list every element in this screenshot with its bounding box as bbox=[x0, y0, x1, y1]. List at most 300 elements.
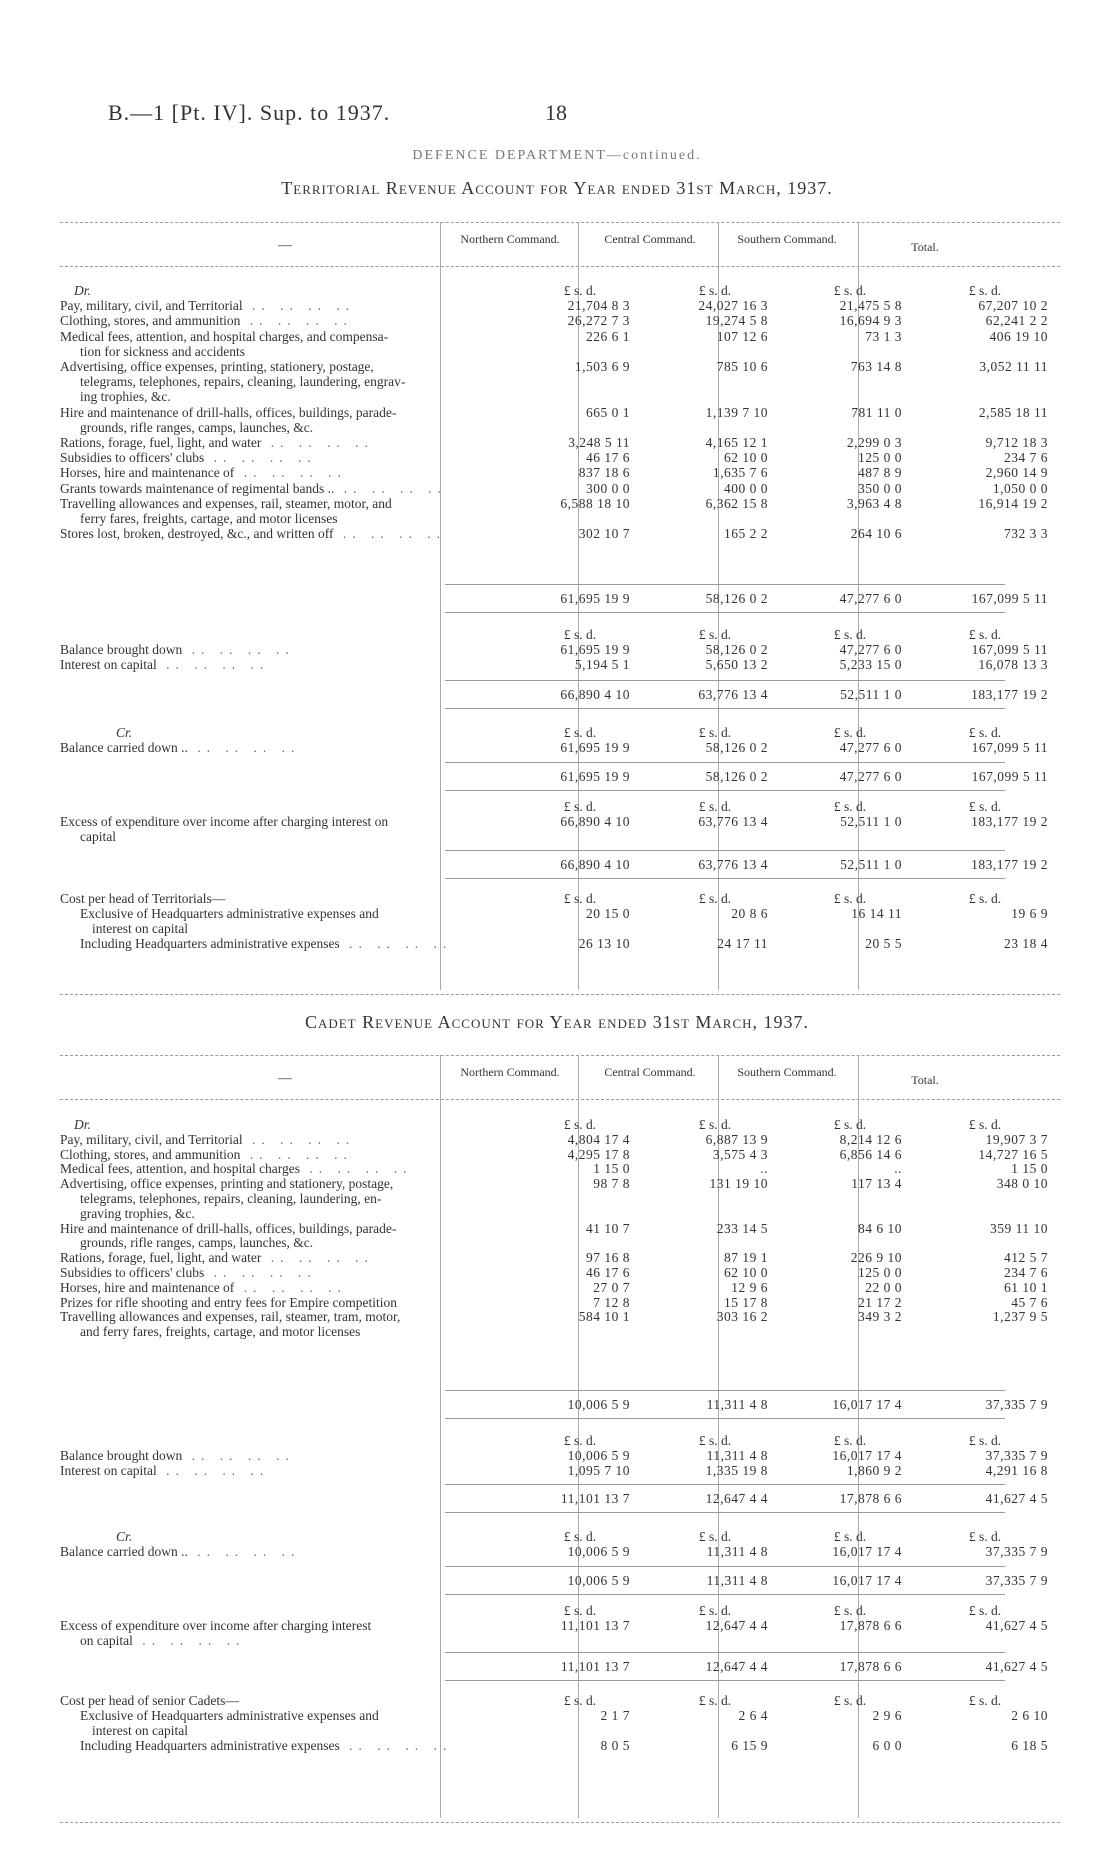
amount-cell: 41 10 7 bbox=[586, 1220, 630, 1236]
expense-line bbox=[60, 527, 1060, 541]
row-label: Advertising, office expenses, printing, stationery, postage, bbox=[60, 360, 374, 374]
amount-cell: 2 6 4 bbox=[738, 1708, 768, 1724]
currency-units-row bbox=[60, 1434, 1060, 1448]
amount-cell: 16 14 11 bbox=[851, 905, 902, 921]
row-label: telegrams, telephones, repairs, cleaning, laundering, en- bbox=[80, 1192, 382, 1206]
currency-units: £ s. d. bbox=[833, 799, 867, 814]
total-row bbox=[60, 688, 1060, 702]
amount-cell: 3,052 11 11 bbox=[979, 359, 1048, 374]
amount-cell: 125 0 0 bbox=[858, 1265, 902, 1280]
amount-cell: 11,311 4 8 bbox=[706, 1544, 768, 1560]
amount-cell: 8,214 12 6 bbox=[839, 1131, 902, 1147]
row-label: and ferry fares, freights, cartage, and motor licenses bbox=[80, 1325, 361, 1340]
amount-cell: 15 17 8 bbox=[724, 1294, 768, 1310]
dot-leader: .. .. .. .. bbox=[242, 1132, 356, 1147]
currency-units: £ s. d. bbox=[698, 1529, 732, 1545]
currency-units: £ s. d. bbox=[698, 1603, 732, 1618]
amount-cell: 1,635 7 6 bbox=[712, 465, 768, 481]
row-label: Subsidies to officers' clubs .. .. .. .. bbox=[60, 1266, 317, 1280]
expense-line bbox=[60, 330, 1060, 344]
row-label: interest on capital bbox=[92, 1724, 188, 1738]
amount-cell: 10,006 5 9 bbox=[567, 1544, 630, 1560]
cost-heading: Cost per head of Territorials— bbox=[60, 891, 226, 906]
amount-cell: 41,627 4 5 bbox=[985, 1491, 1048, 1507]
amount-cell: 19,274 5 8 bbox=[705, 313, 768, 329]
currency-units: £ s. d. bbox=[833, 1693, 867, 1709]
currency-units: £ s. d. bbox=[698, 627, 732, 642]
amount-cell: 349 3 2 bbox=[858, 1309, 902, 1325]
balance-carried-row bbox=[60, 741, 1060, 755]
total-row bbox=[60, 592, 1060, 606]
currency-units: £ s. d. bbox=[968, 627, 1002, 642]
amount-cell: 6 18 5 bbox=[1011, 1737, 1048, 1753]
amount-cell: 412 5 7 bbox=[1004, 1250, 1048, 1266]
amount-cell: 4,165 12 1 bbox=[705, 435, 768, 450]
row-label: Excess of expenditure over income after charging interest bbox=[60, 1618, 372, 1633]
cr-label: Cr. bbox=[116, 1530, 133, 1545]
currency-units: £ s. d. bbox=[563, 283, 597, 298]
dot-leader: .. .. .. .. bbox=[182, 1448, 295, 1463]
amount-cell: 732 3 3 bbox=[1004, 526, 1048, 542]
dot-leader: .. .. .. .. bbox=[204, 1266, 317, 1280]
row-label: Balance carried down .. .. .. .. .. bbox=[60, 1545, 301, 1560]
row-label: tion for sickness and accidents bbox=[80, 344, 245, 359]
dot-leader: .. .. .. .. bbox=[339, 1738, 453, 1753]
amount-cell: 233 14 5 bbox=[716, 1220, 768, 1236]
currency-units: £ s. d. bbox=[698, 283, 732, 298]
amount-cell: 300 0 0 bbox=[586, 480, 630, 496]
row-label: Including Headquarters administrative expenses .. .. .. .. bbox=[80, 1738, 453, 1753]
amount-cell: 167,099 5 11 bbox=[971, 642, 1048, 658]
amount-cell: 84 6 10 bbox=[858, 1220, 902, 1236]
row-label: Hire and maintenance of drill-halls, offices, buildings, parade- bbox=[60, 1221, 397, 1236]
amount-cell: 37,335 7 9 bbox=[985, 1397, 1048, 1412]
cost-exclusive-row-cont bbox=[60, 1724, 1060, 1738]
amount-cell: 12 9 6 bbox=[731, 1279, 768, 1295]
total-rule bbox=[445, 1566, 1005, 1567]
dr-heading-row bbox=[60, 1118, 1060, 1132]
amount-cell: 16,017 17 4 bbox=[832, 1573, 902, 1588]
amount-cell: 183,177 19 2 bbox=[971, 856, 1048, 872]
currency-units: £ s. d. bbox=[968, 1433, 1002, 1448]
row-label: Rations, forage, fuel, light, and water .. .. .. .. bbox=[60, 436, 374, 450]
amount-cell: 17,878 6 6 bbox=[839, 1659, 902, 1675]
stub-dash: — bbox=[278, 1071, 292, 1086]
amount-cell: 23 18 4 bbox=[1004, 936, 1048, 952]
row-label: Grants towards maintenance of regimental bands .. .. .. .. .. bbox=[60, 481, 447, 496]
expense-line bbox=[60, 1192, 1060, 1206]
currency-units: £ s. d. bbox=[968, 1529, 1002, 1545]
amount-cell: 21,704 8 3 bbox=[567, 298, 630, 314]
row-label: Clothing, stores, and ammunition .. .. .. .. bbox=[60, 314, 353, 329]
row-label: capital bbox=[80, 830, 116, 845]
territorial-title: Territorial Revenue Account for Year ended 31st March, 1937. bbox=[281, 178, 833, 198]
row-label: grounds, rifle ranges, camps, launches, &c. bbox=[80, 420, 314, 435]
expense-line bbox=[60, 314, 1060, 328]
amount-cell: 63,776 13 4 bbox=[698, 686, 768, 702]
amount-cell: 6,362 15 8 bbox=[705, 495, 768, 511]
amount-cell: 12,647 4 4 bbox=[705, 1617, 768, 1633]
expense-line bbox=[60, 451, 1060, 465]
amount-cell: 1,237 9 5 bbox=[992, 1309, 1048, 1325]
amount-cell: 584 10 1 bbox=[578, 1309, 630, 1325]
total-rule bbox=[445, 708, 1005, 709]
amount-cell: 348 0 10 bbox=[996, 1176, 1048, 1192]
total-rule bbox=[445, 680, 1005, 681]
row-label: Balance carried down .. .. .. .. .. bbox=[60, 740, 301, 755]
amount-cell: 19 6 9 bbox=[1011, 905, 1048, 921]
amount-cell: 26,272 7 3 bbox=[567, 313, 630, 329]
row-label: on capital .. .. .. .. bbox=[80, 1633, 246, 1648]
amount-cell: 8 0 5 bbox=[600, 1737, 630, 1753]
amount-cell: 3,963 4 8 bbox=[846, 495, 902, 511]
dot-leader: .. .. .. .. bbox=[242, 299, 356, 314]
column-header: Northern Command. bbox=[460, 1065, 560, 1079]
amount-cell: 37,335 7 9 bbox=[985, 1447, 1048, 1463]
amount-cell: 11,101 13 7 bbox=[560, 1617, 630, 1633]
balance-brought-row bbox=[60, 1449, 1060, 1463]
row-label: Horses, hire and maintenance of .. .. .. .. bbox=[60, 1280, 347, 1295]
dot-leader: .. .. .. .. bbox=[132, 1633, 246, 1648]
amount-cell: 131 19 10 bbox=[709, 1176, 768, 1192]
currency-units-row bbox=[60, 800, 1060, 814]
amount-cell: 11,101 13 7 bbox=[560, 1659, 630, 1675]
amount-cell: 58,126 0 2 bbox=[705, 769, 768, 784]
cost-exclusive-row-cont bbox=[60, 922, 1060, 936]
amount-cell: 6 15 9 bbox=[731, 1737, 768, 1753]
amount-cell: 58,126 0 2 bbox=[705, 739, 768, 755]
expense-line bbox=[60, 497, 1060, 511]
excess-row bbox=[60, 1619, 1060, 1633]
total-rule bbox=[445, 1418, 1005, 1419]
amount-cell: 781 11 0 bbox=[851, 404, 902, 420]
amount-cell: 73 1 3 bbox=[865, 328, 902, 344]
amount-cell: 6,588 18 10 bbox=[560, 495, 630, 511]
dot-leader: .. .. .. .. bbox=[182, 643, 295, 658]
amount-cell: 1 15 0 bbox=[593, 1161, 630, 1177]
amount-cell: 61,695 19 9 bbox=[560, 739, 630, 755]
expense-line bbox=[60, 360, 1060, 374]
currency-units-row bbox=[60, 628, 1060, 642]
amount-cell: 837 18 6 bbox=[578, 465, 630, 481]
amount-cell: 4,295 17 8 bbox=[567, 1146, 630, 1162]
amount-cell: 37,335 7 9 bbox=[985, 1544, 1048, 1560]
currency-units: £ s. d. bbox=[833, 1603, 867, 1618]
amount-cell: 350 0 0 bbox=[858, 480, 902, 496]
amount-cell: 6,856 14 6 bbox=[839, 1146, 902, 1162]
amount-cell: 17,878 6 6 bbox=[839, 1617, 902, 1633]
currency-units: £ s. d. bbox=[563, 799, 597, 814]
total-row bbox=[60, 1398, 1060, 1412]
amount-cell: 3,575 4 3 bbox=[712, 1146, 768, 1162]
expense-line bbox=[60, 466, 1060, 480]
amount-cell: 17,878 6 6 bbox=[839, 1491, 902, 1507]
row-label: ing trophies, &c. bbox=[80, 390, 171, 405]
amount-cell: 63,776 13 4 bbox=[698, 856, 768, 872]
excess-row-cont bbox=[60, 830, 1060, 844]
total-rule bbox=[445, 1594, 1005, 1595]
row-label: Balance brought down .. .. .. .. bbox=[60, 1448, 295, 1463]
amount-cell: 1,139 7 10 bbox=[705, 404, 768, 420]
amount-cell: 12,647 4 4 bbox=[705, 1491, 768, 1507]
row-label: telegrams, telephones, repairs, cleaning, laundering, engrav- bbox=[80, 375, 406, 390]
dot-leader: .. .. .. .. bbox=[300, 1162, 413, 1177]
amount-cell: 785 10 6 bbox=[716, 359, 768, 374]
amount-cell: 11,311 4 8 bbox=[706, 1573, 768, 1588]
currency-units: £ s. d. bbox=[698, 1433, 732, 1448]
currency-units: £ s. d. bbox=[698, 1117, 732, 1132]
interest-row bbox=[60, 658, 1060, 672]
column-header: Total. bbox=[911, 1073, 939, 1087]
currency-units: £ s. d. bbox=[563, 1433, 597, 1448]
amount-cell: .. bbox=[760, 1161, 768, 1177]
amount-cell: 2,299 0 3 bbox=[846, 435, 902, 450]
amount-cell: 12,647 4 4 bbox=[705, 1659, 768, 1675]
page-number: 18 bbox=[545, 100, 567, 125]
cost-heading-row bbox=[60, 1694, 1060, 1708]
column-header: Total. bbox=[911, 240, 939, 254]
amount-cell: 167,099 5 11 bbox=[971, 591, 1048, 606]
expense-line bbox=[60, 482, 1060, 496]
total-rule bbox=[445, 878, 1005, 879]
dot-leader: .. .. .. .. bbox=[187, 1545, 301, 1560]
cr-label: Cr. bbox=[116, 725, 133, 740]
amount-cell: 234 7 6 bbox=[1004, 1265, 1048, 1280]
dot-leader: .. .. .. .. bbox=[333, 527, 446, 542]
balance-carried-row bbox=[60, 1545, 1060, 1559]
dot-leader: .. .. .. .. bbox=[204, 451, 317, 466]
currency-units: £ s. d. bbox=[833, 724, 867, 740]
dr-label: Dr. bbox=[74, 284, 91, 298]
row-label: Pay, military, civil, and Territorial .. .. .. .. bbox=[60, 1132, 356, 1147]
amount-cell: 46 17 6 bbox=[586, 450, 630, 466]
currency-units: £ s. d. bbox=[968, 890, 1002, 906]
row-label: Pay, military, civil, and Territorial .. .. .. .. bbox=[60, 299, 356, 314]
dot-leader: .. .. .. .. bbox=[261, 1251, 374, 1266]
currency-units: £ s. d. bbox=[698, 890, 732, 906]
amount-cell: 62 10 0 bbox=[724, 1265, 768, 1280]
currency-units: £ s. d. bbox=[968, 1693, 1002, 1709]
currency-units: £ s. d. bbox=[833, 1529, 867, 1545]
column-header: Northern Command. bbox=[460, 232, 560, 246]
amount-cell: 41,627 4 5 bbox=[985, 1617, 1048, 1633]
header-bottom-rule bbox=[60, 1099, 1060, 1100]
balance-brought-row bbox=[60, 643, 1060, 657]
amount-cell: 14,727 16 5 bbox=[978, 1146, 1048, 1162]
total-rule bbox=[445, 790, 1005, 791]
row-label: Horses, hire and maintenance of .. .. .. .. bbox=[60, 466, 347, 481]
amount-cell: 226 9 10 bbox=[850, 1250, 902, 1266]
currency-units: £ s. d. bbox=[698, 799, 732, 814]
dot-leader: .. .. .. .. bbox=[234, 466, 347, 481]
amount-cell: 2 6 10 bbox=[1011, 1708, 1048, 1724]
row-label: Balance brought down .. .. .. .. bbox=[60, 643, 295, 658]
row-label: Subsidies to officers' clubs .. .. .. .. bbox=[60, 451, 317, 466]
amount-cell: 1,095 7 10 bbox=[567, 1462, 630, 1478]
amount-cell: 3,248 5 11 bbox=[568, 435, 630, 450]
total-rule bbox=[445, 1390, 1005, 1391]
dot-leader: .. .. .. .. bbox=[234, 1280, 347, 1295]
amount-cell: 1,860 9 2 bbox=[846, 1462, 902, 1478]
expense-line bbox=[60, 1148, 1060, 1162]
amount-cell: 24,027 16 3 bbox=[698, 298, 768, 314]
total-rule bbox=[445, 1680, 1005, 1681]
currency-units: £ s. d. bbox=[698, 724, 732, 740]
amount-cell: 66,890 4 10 bbox=[560, 856, 630, 872]
dot-leader: .. .. .. .. bbox=[240, 1147, 353, 1162]
cost-inclusive-row bbox=[60, 937, 1060, 951]
amount-cell: 63,776 13 4 bbox=[698, 814, 768, 830]
row-label: graving trophies, &c. bbox=[80, 1206, 195, 1221]
expense-line bbox=[60, 1296, 1060, 1310]
currency-units: £ s. d. bbox=[563, 1693, 597, 1709]
dot-leader: .. .. .. .. bbox=[156, 658, 270, 673]
expense-line bbox=[60, 1310, 1060, 1324]
amount-cell: 183,177 19 2 bbox=[971, 814, 1048, 830]
amount-cell: 1 15 0 bbox=[1011, 1161, 1048, 1177]
amount-cell: 61 10 1 bbox=[1004, 1279, 1048, 1295]
amount-cell: 46 17 6 bbox=[586, 1265, 630, 1280]
amount-cell: 16,694 9 3 bbox=[839, 313, 902, 329]
expense-line bbox=[60, 1133, 1060, 1147]
dot-leader: .. .. .. .. bbox=[240, 314, 353, 329]
amount-cell: 16,914 19 2 bbox=[978, 495, 1048, 511]
expense-line bbox=[60, 1222, 1060, 1236]
amount-cell: 165 2 2 bbox=[724, 526, 768, 542]
amount-cell: 5,650 13 2 bbox=[705, 657, 768, 673]
expense-line bbox=[60, 299, 1060, 313]
currency-units: £ s. d. bbox=[833, 283, 867, 298]
amount-cell: 10,006 5 9 bbox=[567, 1573, 630, 1588]
dot-leader: .. .. .. .. bbox=[261, 436, 374, 450]
amount-cell: 26 13 10 bbox=[578, 936, 630, 952]
row-label: Rations, forage, fuel, light, and water .. .. .. .. bbox=[60, 1251, 374, 1266]
amount-cell: 47,277 6 0 bbox=[839, 642, 902, 658]
currency-units-row bbox=[60, 1604, 1060, 1618]
amount-cell: 183,177 19 2 bbox=[971, 686, 1048, 702]
amount-cell: 66,890 4 10 bbox=[560, 814, 630, 830]
amount-cell: 41,627 4 5 bbox=[985, 1659, 1048, 1675]
row-label: Clothing, stores, and ammunition .. .. .. .. bbox=[60, 1147, 353, 1162]
amount-cell: 16,017 17 4 bbox=[832, 1544, 902, 1560]
expense-line bbox=[60, 1281, 1060, 1295]
amount-cell: 66,890 4 10 bbox=[560, 686, 630, 702]
expense-line bbox=[60, 1251, 1060, 1265]
row-label: Medical fees, attention, and hospital charges .. .. .. .. bbox=[60, 1162, 413, 1177]
amount-cell: 52,511 1 0 bbox=[840, 856, 902, 872]
amount-cell: 52,511 1 0 bbox=[840, 814, 902, 830]
document-reference: B.—1 [Pt. IV]. Sup. to 1937. bbox=[108, 100, 391, 125]
total-row bbox=[60, 858, 1060, 872]
row-label: Hire and maintenance of drill-halls, offices, buildings, parade- bbox=[60, 405, 397, 420]
column-header: Central Command. bbox=[604, 1065, 696, 1079]
row-label: Interest on capital .. .. .. .. bbox=[60, 1463, 270, 1478]
amount-cell: 487 8 9 bbox=[858, 465, 902, 481]
amount-cell: 2 9 6 bbox=[872, 1708, 902, 1724]
amount-cell: 2,585 18 11 bbox=[978, 404, 1048, 420]
total-rule bbox=[445, 612, 1005, 613]
amount-cell: 45 7 6 bbox=[1011, 1294, 1048, 1310]
currency-units: £ s. d. bbox=[833, 890, 867, 906]
row-label: grounds, rifle ranges, camps, launches, &c. bbox=[80, 1236, 314, 1251]
amount-cell: 5,233 15 0 bbox=[839, 657, 902, 673]
amount-cell: 2 1 7 bbox=[600, 1708, 630, 1724]
dot-leader: .. .. .. .. bbox=[156, 1463, 270, 1478]
amount-cell: 20 15 0 bbox=[586, 905, 630, 921]
amount-cell: 125 0 0 bbox=[858, 450, 902, 466]
amount-cell: 24 17 11 bbox=[717, 936, 768, 952]
amount-cell: 20 8 6 bbox=[731, 905, 768, 921]
excess-row bbox=[60, 815, 1060, 829]
total-rule bbox=[445, 1652, 1005, 1653]
column-header: Central Command. bbox=[604, 232, 696, 246]
currency-units: £ s. d. bbox=[968, 1117, 1002, 1132]
expense-line bbox=[60, 512, 1060, 526]
currency-units: £ s. d. bbox=[563, 627, 597, 642]
row-label: Including Headquarters administrative expenses .. .. .. .. bbox=[80, 937, 453, 952]
header-bottom-rule bbox=[60, 266, 1060, 267]
cost-inclusive-row bbox=[60, 1739, 1060, 1753]
row-label: Travelling allowances and expenses, rail, steamer, tram, motor, bbox=[60, 1310, 401, 1325]
table-end-rule bbox=[60, 994, 1060, 995]
amount-cell: 67,207 10 2 bbox=[978, 298, 1048, 314]
excess-row-cont bbox=[60, 1634, 1060, 1648]
amount-cell: 37,335 7 9 bbox=[985, 1573, 1048, 1588]
expense-line bbox=[60, 1162, 1060, 1176]
cost-exclusive-row bbox=[60, 907, 1060, 921]
expense-line bbox=[60, 375, 1060, 389]
amount-cell: 97 16 8 bbox=[586, 1250, 630, 1266]
row-label: ferry fares, freights, cartage, and motor licenses bbox=[80, 512, 338, 526]
row-label: Interest on capital .. .. .. .. bbox=[60, 658, 270, 673]
amount-cell: 9,712 18 3 bbox=[985, 435, 1048, 450]
total-row bbox=[60, 1492, 1060, 1506]
amount-cell: .. bbox=[894, 1161, 902, 1177]
amount-cell: 62 10 0 bbox=[724, 450, 768, 466]
total-row bbox=[60, 770, 1060, 784]
total-row bbox=[60, 1574, 1060, 1588]
amount-cell: 226 6 1 bbox=[586, 328, 630, 344]
amount-cell: 47,277 6 0 bbox=[839, 739, 902, 755]
amount-cell: 302 10 7 bbox=[578, 526, 630, 542]
expense-line bbox=[60, 1266, 1060, 1280]
amount-cell: 16,017 17 4 bbox=[832, 1447, 902, 1463]
dot-leader: .. .. .. .. bbox=[339, 937, 453, 952]
amount-cell: 4,804 17 4 bbox=[567, 1131, 630, 1147]
total-row bbox=[60, 1660, 1060, 1674]
total-rule bbox=[445, 762, 1005, 763]
amount-cell: 16,078 13 3 bbox=[978, 657, 1048, 673]
amount-cell: 167,099 5 11 bbox=[971, 769, 1048, 784]
amount-cell: 87 19 1 bbox=[724, 1250, 768, 1266]
expense-line bbox=[60, 1177, 1060, 1191]
cr-heading-row bbox=[60, 726, 1060, 740]
amount-cell: 21,475 5 8 bbox=[839, 298, 902, 314]
amount-cell: 27 0 7 bbox=[593, 1279, 630, 1295]
amount-cell: 58,126 0 2 bbox=[705, 642, 768, 658]
amount-cell: 61,695 19 9 bbox=[560, 769, 630, 784]
amount-cell: 107 12 6 bbox=[716, 328, 768, 344]
currency-units: £ s. d. bbox=[563, 724, 597, 740]
dot-leader: .. .. .. .. bbox=[334, 481, 447, 496]
amount-cell: 117 13 4 bbox=[851, 1176, 902, 1192]
row-label: Exclusive of Headquarters administrative expenses and bbox=[80, 906, 379, 921]
amount-cell: 62,241 2 2 bbox=[985, 313, 1048, 329]
amount-cell: 98 7 8 bbox=[593, 1176, 630, 1192]
currency-units: £ s. d. bbox=[833, 1117, 867, 1132]
expense-line bbox=[60, 406, 1060, 420]
amount-cell: 6,887 13 9 bbox=[705, 1131, 768, 1147]
